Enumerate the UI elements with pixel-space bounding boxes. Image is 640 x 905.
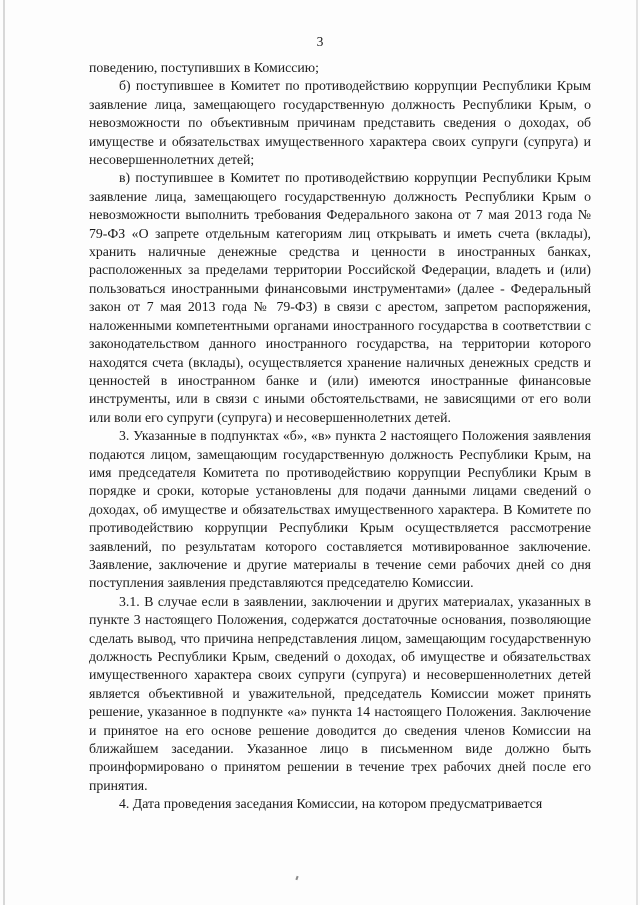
- scan-edge-right: [636, 0, 638, 905]
- paragraph-item-v: в) поступившее в Комитет по противодействию коррупции Республики Крым заявление лица, замещающего государственную должность Республики Крым о невозможности выполнить требования Федерального закона от 7 мая 2013 года № 79-ФЗ «О запрете отдельным категориям лиц открывать и иметь счета (вклады), хранить наличные денежные средства и ценности в иностранных банках, расположенных за пределами территории Российской Федерации, владеть и (или) пользоваться иностранными финансовыми инструментами» (далее - Федеральный закон от 7 мая 2013 года № 79-ФЗ) в связи с арестом, запретом распоряжения, наложенными компетентными органами иностранного государства в соответствии с законодательством данного иностранного государства, на территории которого находятся счета (вклады), осуществляется хранение наличных денежных средств и ценностей в иностранном банке и (или) имеются иностранные финансовые инструменты, или в связи с иными обстоятельствами, не зависящими от его воли или воли его супруги (супруга) и несовершеннолетних детей.: [89, 170, 591, 425]
- scan-edge-left: [3, 0, 5, 905]
- scan-speck: [295, 876, 298, 880]
- paragraph-point-3-1: 3.1. В случае если в заявлении, заключении и других материалах, указанных в пункте 3 настоящего Положения, содержатся достаточные основания, позволяющие сделать вывод, что причина непредставления лицом, замещающим государственную должность Республики Крым, сведений о доходах, об имуществе и обязательствах имущественного характера своих супруги (супруга) и несовершеннолетних детей является объективной и уважительной, председатель Комиссии может принять решение, указанное в подпункте «а» пункта 14 настоящего Положения. Заключение и принятое на его основе решение доводится до сведения членов Комиссии на ближайшем заседании. Указанное лицо в письменном виде должно быть проинформировано о принятом решении в течение трех рабочих дней после его принятия.: [89, 593, 591, 793]
- paragraph-point-4: 4. Дата проведения заседания Комиссии, на котором предусматривается: [119, 796, 543, 812]
- paragraph-item-b: б) поступившее в Комитет по противодействию коррупции Республики Крым заявление лица, замещающего государственную должность Республики Крым, о невозможности по объективным причинам представить сведения о доходах, об имуществе и обязательствах имущественного характера своих супруги (супруга) и несовершеннолетних детей;: [89, 78, 591, 168]
- paragraph-point-3: 3. Указанные в подпунктах «б», «в» пункта 2 настоящего Положения заявления подаются лицом, замещающим государственную должность Республики Крым, на имя председателя Комитета по противодействию коррупции Республики Крым в порядке и сроки, которые установлены для подачи данными лицами сведений о доходах, об имуществе и обязательствах имущественного характера. В Комитете по противодействию коррупции Республики Крым осуществляется рассмотрение заявлений, по результатам которого составляется мотивированное заключение. Заявление, заключение и другие материалы в течение семи рабочих дней со дня поступления заявления представляются председателю Комиссии.: [89, 428, 591, 591]
- paragraph-continuation: поведению, поступивших в Комиссию;: [89, 60, 319, 75]
- document-body: [89, 59, 591, 814]
- page-number: 3: [316, 34, 324, 49]
